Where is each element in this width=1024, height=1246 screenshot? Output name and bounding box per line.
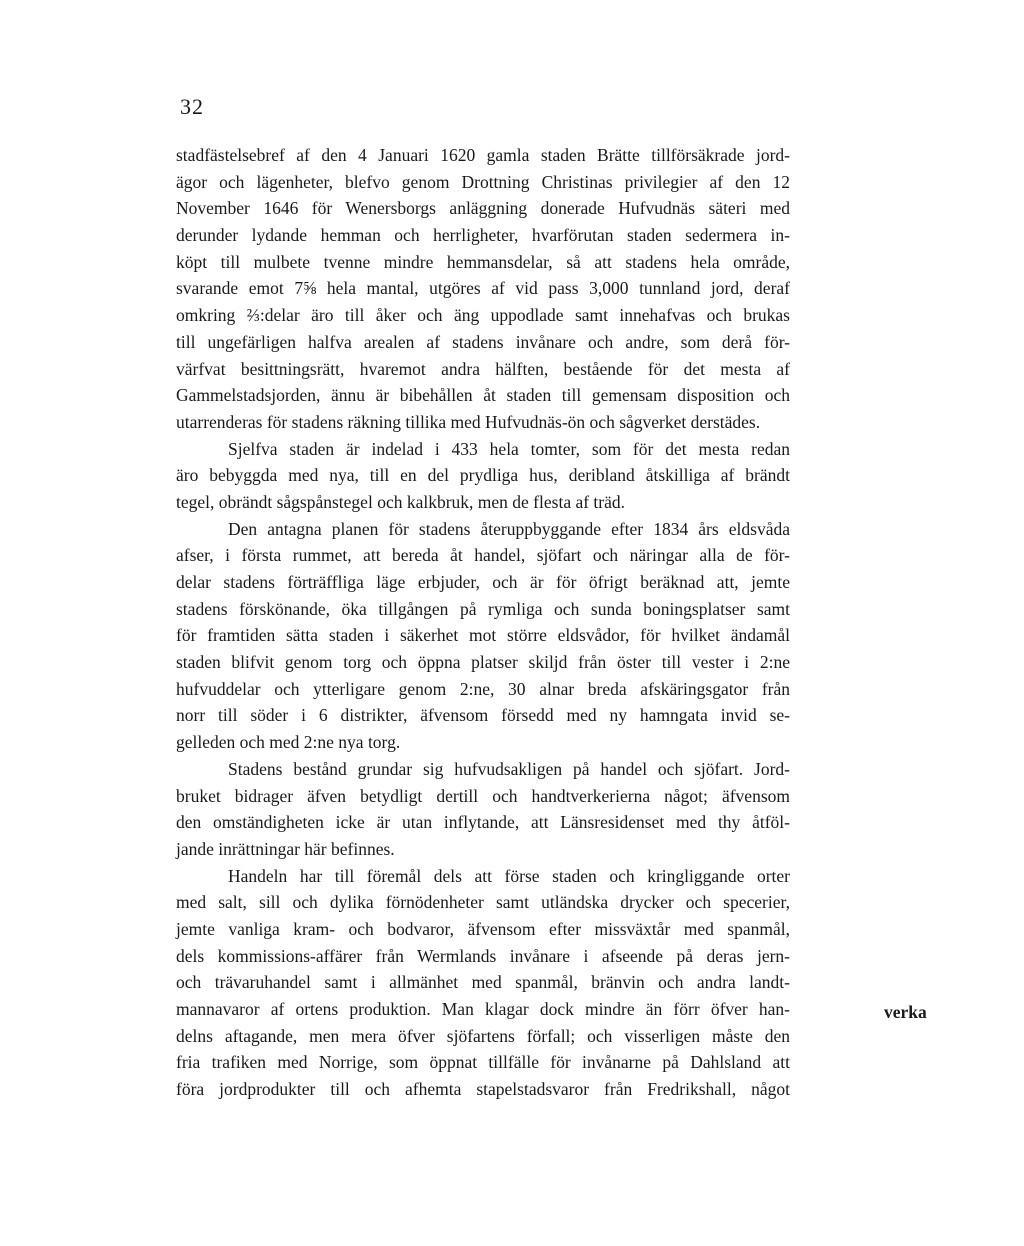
text-line: svarande emot 7⅝ hela mantal, utgöres af vid pass 3,000 tunnland jord, deraf (176, 278, 790, 299)
text-line: norr till söder i 6 distrikter, äfvensom försedd med ny hamngata invid se- (176, 705, 790, 726)
text-line: Sjelfva staden är indelad i 433 hela tomter, som för det mesta redan (228, 438, 790, 459)
text-line: jemte vanliga kram- och bodvaror, äfvensom efter missväxtår med spanmål, (176, 918, 790, 939)
text-line: den omständigheten icke är utan inflytande, att Länsresidenset med thy åtföl- (176, 812, 790, 833)
text-line: hufvuddelar och ytterligare genom 2:ne, 30 alnar breda afskäringsgator från (176, 678, 790, 699)
text-line: gelleden och med 2:ne nya torg. (176, 732, 401, 753)
text-line: derunder lydande hemman och herrligheter, hvarförutan staden sedermera in- (176, 225, 790, 246)
text-line: stadfästelsebref af den 4 Januari 1620 gamla staden Brätte tillförsäkrade jord- (176, 145, 790, 165)
text-line: Gammelstadsjorden, ännu är bibehållen åt staden till gemensam disposition och (176, 385, 790, 406)
text-line: afser, i första rummet, att bereda åt handel, sjöfart och näringar alla de för- (176, 545, 790, 566)
text-line: delns aftagande, men mera öfver sjöfartens förfall; och visserligen måste den (176, 1025, 790, 1046)
catchword: verka (884, 1002, 927, 1022)
text-line: utarrenderas för stadens räkning tillika med Hufvudnäs-ön och sågverket derstädes. (176, 411, 761, 432)
text-line: dels kommissions-affärer från Wermlands invånare i afseende på deras jern- (176, 945, 790, 966)
text-line: för framtiden sätta staden i säkerhet mot större eldsvådor, för hvilket ändamål (176, 625, 790, 646)
text-line: värfvat besittningsrätt, hvaremot andra hälften, bestående för det mesta af (176, 358, 790, 379)
text-line: fria trafiken med Norrige, som öppnat tillfälle för invånarne på Dahlsland att (176, 1052, 790, 1073)
text-line: föra jordprodukter till och afhemta stapelstadsvaror från Fredrikshall, något (176, 1079, 790, 1100)
page-number: 32 (180, 94, 204, 119)
text-line: November 1646 för Wenersborgs anläggning donerade Hufvudnäs säteri med (176, 198, 790, 219)
text-line: till ungefärligen halfva arealen af stadens invånare och andre, som derå för- (176, 331, 790, 352)
text-line: stadens förskönande, öka tillgången på rymliga och sunda boningsplatser samt (176, 598, 790, 619)
text-line: och trävaruhandel samt i allmänhet med spanmål, bränvin och andra landt- (176, 972, 790, 993)
text-line: tegel, obrändt sågspånstegel och kalkbruk, men de flesta af träd. (176, 491, 626, 512)
text-line: Handeln har till föremål dels att förse staden och kringliggande orter (228, 865, 790, 886)
text-line: omkring ⅔:delar äro till åker och äng uppodlade samt innehafvas och brukas (176, 305, 790, 326)
text-line: Stadens bestånd grundar sig hufvudsakligen på handel och sjöfart. Jord- (228, 758, 790, 779)
text-line: ägor och lägenheter, blefvo genom Drottning Christinas privilegier af den 12 (176, 171, 790, 192)
text-line: mannavaror af ortens produktion. Man klagar dock mindre än förr öfver han- (176, 999, 790, 1019)
body-text (176, 142, 790, 1103)
text-line: bruket bidrager äfven betydligt dertill och handtverkerierna något; äfvensom (176, 785, 790, 806)
text-line: Den antagna planen för stadens återuppbyggande efter 1834 års eldsvåda (228, 518, 790, 539)
text-line: köpt till mulbete tvenne mindre hemmansdelar, så att stadens hela område, (176, 251, 790, 272)
text-line: med salt, sill och dylika förnödenheter samt utländska drycker och specerier, (176, 892, 790, 913)
text-line: delar stadens förträffliga läge erbjuder, och är för öfrigt beräknad att, jemte (176, 572, 790, 592)
text-line: äro bebyggda med nya, till en del prydliga hus, deribland åtskilliga af brändt (176, 465, 790, 486)
text-line: staden blifvit genom torg och öppna platser skiljd från öster till vester i 2:ne (176, 652, 790, 673)
text-line: jande inrättningar här befinnes. (176, 838, 395, 859)
